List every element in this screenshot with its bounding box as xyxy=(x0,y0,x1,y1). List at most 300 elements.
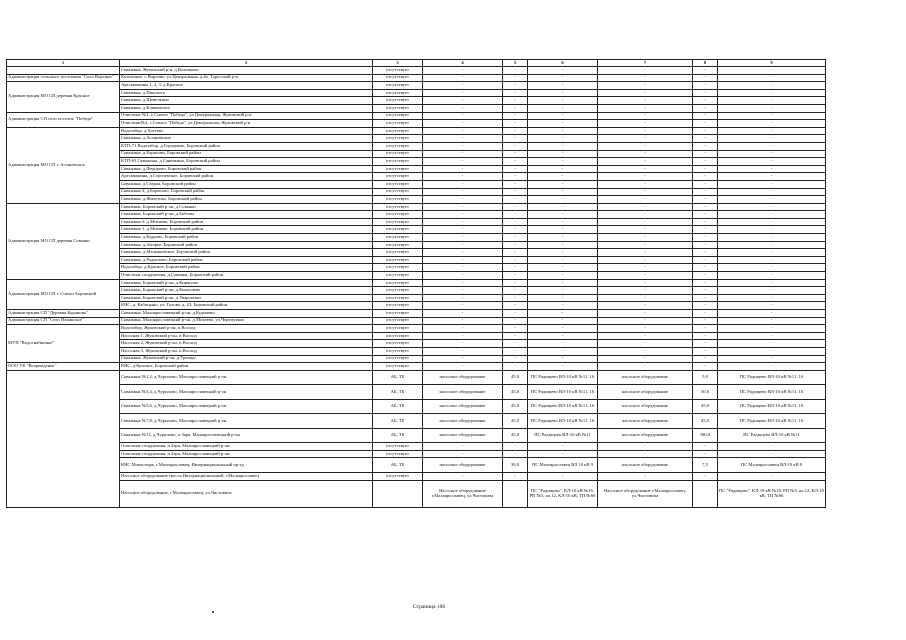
owner-cell: Администрация МО СП деревня Красное xyxy=(7,82,120,112)
object-name: Скважина №13, д.Чурилово, п.Заря, Малоярославецкий р-он xyxy=(120,428,373,443)
empty-cell: - xyxy=(423,332,503,340)
table-row xyxy=(7,272,826,280)
empty-cell: - xyxy=(503,249,528,257)
empty-cell: - xyxy=(598,135,693,143)
table-row xyxy=(7,428,826,443)
table-row xyxy=(7,294,826,302)
empty-cell: - xyxy=(718,256,826,264)
header-row xyxy=(7,60,826,67)
empty-cell: - xyxy=(423,264,503,272)
status-cell: отсутствует xyxy=(373,89,423,97)
table-row xyxy=(7,332,826,340)
empty-cell: - xyxy=(718,264,826,272)
empty-cell: - xyxy=(423,363,503,371)
supply-cell: ПС Радищево ВЛ-10 кВ №11, 16 xyxy=(528,370,598,385)
supply-cell: ПС Радищево ВЛ-10 кВ №11, 16 xyxy=(528,385,598,400)
empty-cell: - xyxy=(528,218,598,226)
object-name: Скважина, д.Старая, Боровский район xyxy=(120,180,373,188)
equipment-cell: насосное оборудование xyxy=(423,370,503,385)
empty-cell: - xyxy=(528,249,598,257)
empty-cell: - xyxy=(718,279,826,287)
empty-cell: - xyxy=(718,347,826,355)
empty-cell: - xyxy=(423,241,503,249)
status-cell: отсутствует xyxy=(373,332,423,340)
object-name: Очистные сооружения, п.Заря, Малоярославецкий р-он xyxy=(120,443,373,451)
empty-cell: - xyxy=(503,203,528,211)
empty-cell: - xyxy=(528,310,598,318)
equipment-cell: насосное оборудование xyxy=(598,428,693,443)
empty-cell: - xyxy=(423,256,503,264)
equipment-cell: насосное оборудование xyxy=(598,385,693,400)
equipment-cell: насосное оборудование xyxy=(423,458,503,473)
owner-cell: ООО УК "Возрождение" xyxy=(7,363,120,371)
empty-cell: - xyxy=(503,135,528,143)
empty-cell: - xyxy=(423,142,503,150)
table-row xyxy=(7,340,826,348)
empty-cell: - xyxy=(718,211,826,219)
status-cell: отсутствует xyxy=(373,226,423,234)
empty-cell: - xyxy=(423,188,503,196)
status-cell: отсутствует xyxy=(373,142,423,150)
empty-cell: - xyxy=(598,355,693,363)
empty-cell: - xyxy=(693,89,718,97)
status-cell: отсутствует xyxy=(373,173,423,181)
empty-cell: - xyxy=(693,310,718,318)
empty-cell: - xyxy=(528,317,598,325)
empty-cell: - xyxy=(528,241,598,249)
power-cell: 45,0 xyxy=(503,370,528,385)
status-cell: отсутствует xyxy=(373,340,423,348)
table-row xyxy=(7,249,826,257)
object-name: Насосное оборудование, г.Малоярославец, ул.Чистовича xyxy=(120,480,373,507)
owner-cell: Администрация СП "Село Ильинское" xyxy=(7,317,120,325)
empty-cell: - xyxy=(693,234,718,242)
power-cell: 180,0 xyxy=(693,428,718,443)
equipment-cell: насосное оборудование xyxy=(423,385,503,400)
empty-cell: - xyxy=(528,112,598,120)
table-row xyxy=(7,450,826,458)
empty-cell: - xyxy=(693,104,718,112)
object-name: Скважина №1,2, д.Чурилово, Малоярославецкий р-он xyxy=(120,370,373,385)
status-cell: отсутствует xyxy=(373,249,423,257)
empty-cell: - xyxy=(423,355,503,363)
object-name: Скважина, д.Климовское xyxy=(120,104,373,112)
empty-cell: - xyxy=(693,188,718,196)
empty-cell: - xyxy=(528,89,598,97)
empty-cell: - xyxy=(693,196,718,204)
empty-cell: - xyxy=(503,234,528,242)
empty-cell: - xyxy=(693,287,718,295)
supply-cell: ПС Радищево ВЛ-10 кВ №11, 16 xyxy=(718,385,826,400)
empty-cell xyxy=(373,480,423,507)
empty-cell: - xyxy=(528,234,598,242)
status-cell: отсутствует xyxy=(373,203,423,211)
table-row xyxy=(7,112,826,120)
empty-cell: - xyxy=(423,302,503,310)
empty-cell: - xyxy=(528,120,598,128)
empty-cell: - xyxy=(423,325,503,333)
empty-cell: - xyxy=(528,203,598,211)
empty-cell: - xyxy=(693,135,718,143)
data-table xyxy=(6,59,826,508)
table-row xyxy=(7,317,826,325)
status-cell: отсутствует xyxy=(373,272,423,280)
owner-cell: Администрация СП "Деревня Кудиново" xyxy=(7,310,120,318)
empty-cell: - xyxy=(423,150,503,158)
table-row xyxy=(7,310,826,318)
object-name: Скважина №5,6, д.Чурилово, Малоярославецкий р-он xyxy=(120,399,373,414)
empty-cell: - xyxy=(423,180,503,188)
empty-cell: - xyxy=(693,317,718,325)
empty-cell: - xyxy=(423,310,503,318)
status-cell: отсутствует xyxy=(373,158,423,166)
empty-cell: - xyxy=(503,241,528,249)
power-cell: 30,0 xyxy=(693,385,718,400)
power-cell: 45,0 xyxy=(693,399,718,414)
empty-cell: - xyxy=(718,325,826,333)
empty-cell: - xyxy=(598,302,693,310)
empty-cell: - xyxy=(693,226,718,234)
table-row xyxy=(7,287,826,295)
table-row xyxy=(7,226,826,234)
object-name: Скважина, Боровский р-он, д.Уваровское xyxy=(120,294,373,302)
empty-cell: - xyxy=(528,279,598,287)
status-cell: отсутствует xyxy=(373,310,423,318)
empty-cell: - xyxy=(598,279,693,287)
object-name: КНС, д.Красное, Боровский район xyxy=(120,363,373,371)
table-row xyxy=(7,443,826,451)
empty-cell: - xyxy=(718,203,826,211)
empty-cell: - xyxy=(528,443,598,451)
object-name: Котельные, с.Ворсино, ул.Центральная, д.4а, Тарусский р-н xyxy=(120,74,373,82)
power-cell: 45,0 xyxy=(503,385,528,400)
supply-cell: ПС Радищево ВЛ-10 кВ №11, 16 xyxy=(528,414,598,429)
empty-cell: - xyxy=(693,150,718,158)
supply-cell: ПС Малоярославец ВЛ-10 кВ 9 xyxy=(718,458,826,473)
empty-cell: - xyxy=(693,355,718,363)
empty-cell: - xyxy=(423,218,503,226)
empty-cell: - xyxy=(423,347,503,355)
empty-cell: - xyxy=(718,180,826,188)
power-cell: 45,0 xyxy=(503,399,528,414)
table-row xyxy=(7,74,826,82)
empty-cell: - xyxy=(718,82,826,90)
empty-cell: - xyxy=(693,165,718,173)
empty-cell: - xyxy=(503,173,528,181)
power-cell: 30,0 xyxy=(503,458,528,473)
table-row xyxy=(7,142,826,150)
category-cell: АБ, ТБ xyxy=(373,428,423,443)
category-cell: АБ, ТБ xyxy=(373,399,423,414)
equipment-cell: насосное оборудование xyxy=(423,414,503,429)
empty-cell: - xyxy=(693,472,718,480)
empty-cell: - xyxy=(598,203,693,211)
equipment-cell: насосное оборудование xyxy=(423,399,503,414)
table-row xyxy=(7,385,826,400)
empty-cell: - xyxy=(423,211,503,219)
empty-cell: - xyxy=(528,67,598,75)
empty-cell: - xyxy=(598,158,693,166)
empty-cell: - xyxy=(718,302,826,310)
table-row xyxy=(7,97,826,105)
empty-cell: - xyxy=(598,188,693,196)
empty-cell: - xyxy=(503,355,528,363)
empty-cell: - xyxy=(718,188,826,196)
empty-cell: - xyxy=(528,226,598,234)
empty-cell: - xyxy=(693,332,718,340)
empty-cell: - xyxy=(598,310,693,318)
table-row xyxy=(7,135,826,143)
empty-cell: - xyxy=(598,264,693,272)
empty-cell: - xyxy=(693,127,718,135)
object-name: Скважина-1, д.Митяево, Боровский район xyxy=(120,226,373,234)
empty-cell: - xyxy=(598,287,693,295)
empty-cell: - xyxy=(503,256,528,264)
empty-cell: - xyxy=(528,158,598,166)
status-cell: отсутствует xyxy=(373,196,423,204)
empty-cell: - xyxy=(423,127,503,135)
status-cell: отсутствует xyxy=(373,264,423,272)
table-row xyxy=(7,127,826,135)
empty-cell: - xyxy=(693,325,718,333)
owner-cell: Администрация МО СП деревня Совьяки xyxy=(7,203,120,279)
status-cell: отсутствует xyxy=(373,443,423,451)
empty-cell: - xyxy=(693,340,718,348)
empty-cell: - xyxy=(528,355,598,363)
status-cell: отсутствует xyxy=(373,302,423,310)
empty-cell: - xyxy=(598,226,693,234)
empty-cell: - xyxy=(503,82,528,90)
status-cell: отсутствует xyxy=(373,450,423,458)
empty-cell: - xyxy=(423,120,503,128)
empty-cell: - xyxy=(503,165,528,173)
empty-cell: - xyxy=(503,180,528,188)
empty-cell: - xyxy=(423,82,503,90)
empty-cell: - xyxy=(423,67,503,75)
empty-cell: - xyxy=(718,89,826,97)
table-row xyxy=(7,370,826,385)
empty-cell: - xyxy=(718,127,826,135)
object-name: Скважина, Боровский р-он, д.Коноплево xyxy=(120,287,373,295)
object-name: Скважина, Малоярославецкий р-он, д.Михеево, ул.Черемушки xyxy=(120,317,373,325)
object-name: Скважина, д.Шевелкино xyxy=(120,97,373,105)
table-row xyxy=(7,196,826,204)
empty-cell: - xyxy=(718,443,826,451)
object-name: Скважина, Боровский р-он, д.Бобены xyxy=(120,211,373,219)
empty-cell: - xyxy=(528,302,598,310)
object-name: Скважина, д.Загорье, Боровский район xyxy=(120,241,373,249)
empty-cell: - xyxy=(598,173,693,181)
equipment-cell: Насосное оборудование г.Малоярославец, ул.Чистовича xyxy=(423,480,503,507)
empty-cell: - xyxy=(718,104,826,112)
object-name: Водозабор, д.Красное, Боровский район xyxy=(120,264,373,272)
status-cell: отсутствует xyxy=(373,82,423,90)
empty-cell: - xyxy=(423,450,503,458)
empty-cell: - xyxy=(598,218,693,226)
table-row xyxy=(7,67,826,75)
empty-cell: - xyxy=(528,135,598,143)
object-name: Водозабор, Жуковский р-он, п.Восход xyxy=(120,325,373,333)
empty-cell: - xyxy=(423,165,503,173)
category-cell: АБ, ТБ xyxy=(373,458,423,473)
object-name: КТП-71 Водозабор, д.Городнево, Боровский район xyxy=(120,142,373,150)
empty-cell: - xyxy=(693,302,718,310)
empty-cell: - xyxy=(423,294,503,302)
empty-cell: - xyxy=(598,317,693,325)
empty-cell: - xyxy=(598,196,693,204)
empty-cell: - xyxy=(503,317,528,325)
empty-cell: - xyxy=(598,347,693,355)
empty-cell: - xyxy=(718,226,826,234)
empty-cell: - xyxy=(423,340,503,348)
owner-cell: Администрация СП село поселок "Победа" xyxy=(7,112,120,127)
empty-cell: - xyxy=(598,74,693,82)
status-cell: отсутствует xyxy=(373,279,423,287)
column-header: 5 xyxy=(503,60,528,67)
status-cell: отсутствует xyxy=(373,188,423,196)
empty-cell: - xyxy=(423,104,503,112)
empty-cell: - xyxy=(528,150,598,158)
empty-cell: - xyxy=(598,325,693,333)
empty-cell xyxy=(693,480,718,507)
power-cell: 45,0 xyxy=(503,428,528,443)
status-cell: отсутствует xyxy=(373,287,423,295)
empty-cell: - xyxy=(718,135,826,143)
supply-cell: ПС Радищево ВЛ-10 кВ №11, 16 xyxy=(718,414,826,429)
empty-cell: - xyxy=(598,450,693,458)
empty-cell: - xyxy=(693,67,718,75)
empty-cell: - xyxy=(503,89,528,97)
empty-cell: - xyxy=(693,218,718,226)
supply-cell: ПС Радищево ВЛ-10 кВ №11, 16 xyxy=(718,399,826,414)
column-header: 3 xyxy=(373,60,423,67)
object-name: КТП-63 Скважина, д.Савочкино, Боровский район xyxy=(120,158,373,166)
empty-cell: - xyxy=(598,249,693,257)
table-row xyxy=(7,355,826,363)
status-cell: отсутствует xyxy=(373,211,423,219)
empty-cell: - xyxy=(423,287,503,295)
status-cell: отсутствует xyxy=(373,317,423,325)
table-row xyxy=(7,264,826,272)
empty-cell: - xyxy=(423,97,503,105)
empty-cell: - xyxy=(693,450,718,458)
empty-cell: - xyxy=(528,196,598,204)
empty-cell: - xyxy=(503,443,528,451)
table-row xyxy=(7,472,826,480)
column-header: 9 xyxy=(718,60,826,67)
category-cell: АБ, ТБ xyxy=(373,370,423,385)
empty-cell: - xyxy=(503,74,528,82)
empty-cell: - xyxy=(693,112,718,120)
empty-cell: - xyxy=(503,97,528,105)
empty-cell: - xyxy=(528,363,598,371)
empty-cell: - xyxy=(598,272,693,280)
empty-cell: - xyxy=(528,180,598,188)
empty-cell: - xyxy=(718,234,826,242)
table-row xyxy=(7,414,826,429)
empty-cell: - xyxy=(423,317,503,325)
empty-cell: - xyxy=(693,203,718,211)
table-row xyxy=(7,234,826,242)
empty-cell: - xyxy=(423,173,503,181)
table-row xyxy=(7,256,826,264)
empty-cell: - xyxy=(598,112,693,120)
object-name: Скважина-2, д.Митяево, Боровский район xyxy=(120,218,373,226)
status-cell: отсутствует xyxy=(373,165,423,173)
status-cell: отсутствует xyxy=(373,294,423,302)
empty-cell: - xyxy=(503,472,528,480)
empty-cell: - xyxy=(718,97,826,105)
column-header: 7 xyxy=(598,60,693,67)
status-cell: отсутствует xyxy=(373,135,423,143)
status-cell: отсутствует xyxy=(373,150,423,158)
empty-cell: - xyxy=(528,287,598,295)
empty-cell: - xyxy=(693,180,718,188)
empty-cell: - xyxy=(598,294,693,302)
empty-cell: - xyxy=(693,142,718,150)
table-row xyxy=(7,302,826,310)
empty-cell: - xyxy=(598,332,693,340)
object-name: Скважина, Боровский р-он, д.Кирясово xyxy=(120,279,373,287)
empty-cell: - xyxy=(693,241,718,249)
empty-cell: - xyxy=(598,165,693,173)
status-cell: отсутствует xyxy=(373,347,423,355)
empty-cell: - xyxy=(528,104,598,112)
empty-cell: - xyxy=(718,294,826,302)
status-cell: отсутствует xyxy=(373,180,423,188)
power-cell: 7,5 xyxy=(693,458,718,473)
object-name: Скважина, Боровский р-он, д.Совьяки xyxy=(120,203,373,211)
table-row xyxy=(7,188,826,196)
empty-cell: - xyxy=(718,74,826,82)
table-row xyxy=(7,325,826,333)
empty-cell: - xyxy=(423,279,503,287)
empty-cell: - xyxy=(718,218,826,226)
equipment-cell: насосное оборудование xyxy=(598,458,693,473)
empty-cell xyxy=(503,480,528,507)
empty-cell: - xyxy=(598,256,693,264)
status-cell: отсутствует xyxy=(373,241,423,249)
empty-cell: - xyxy=(718,317,826,325)
empty-cell: - xyxy=(718,450,826,458)
table-row xyxy=(7,203,826,211)
empty-cell: - xyxy=(718,165,826,173)
empty-cell: - xyxy=(718,272,826,280)
object-name: Водозабор, д.Хотеево xyxy=(120,127,373,135)
object-name: Скважина, д.Борисово, Боровский район xyxy=(120,150,373,158)
object-name: Скважина, Малоярославецкий р-он, д.Кудиново xyxy=(120,310,373,318)
empty-cell: - xyxy=(503,104,528,112)
owner-cell: Администрация МО СП г. Совхоз Боровский xyxy=(7,279,120,309)
supply-cell: ПС Радищево ВЛ-10 кВ №11, 16 xyxy=(718,370,826,385)
object-name: Очистные№2, с.Совхоз "Победа", ул.Центральная, Жуковский р-н xyxy=(120,120,373,128)
equipment-cell: насосное оборудование xyxy=(423,428,503,443)
empty-cell: - xyxy=(423,443,503,451)
empty-cell: - xyxy=(503,211,528,219)
owner-cell: Администрация МО СП г. Асеньевское xyxy=(7,127,120,203)
object-name: Скважина, Жуковский р-н, д.Величково xyxy=(120,67,373,75)
equipment-cell: насосное оборудование xyxy=(598,370,693,385)
empty-cell: - xyxy=(598,472,693,480)
empty-cell: - xyxy=(503,142,528,150)
empty-cell: - xyxy=(423,196,503,204)
empty-cell: - xyxy=(718,196,826,204)
empty-cell: - xyxy=(423,234,503,242)
scan-dot xyxy=(212,611,214,613)
page-number: Страница 106 xyxy=(413,604,446,610)
owner-cell xyxy=(7,67,120,75)
object-name: Артскважина, д.Сергиевское, Боровский район xyxy=(120,173,373,181)
